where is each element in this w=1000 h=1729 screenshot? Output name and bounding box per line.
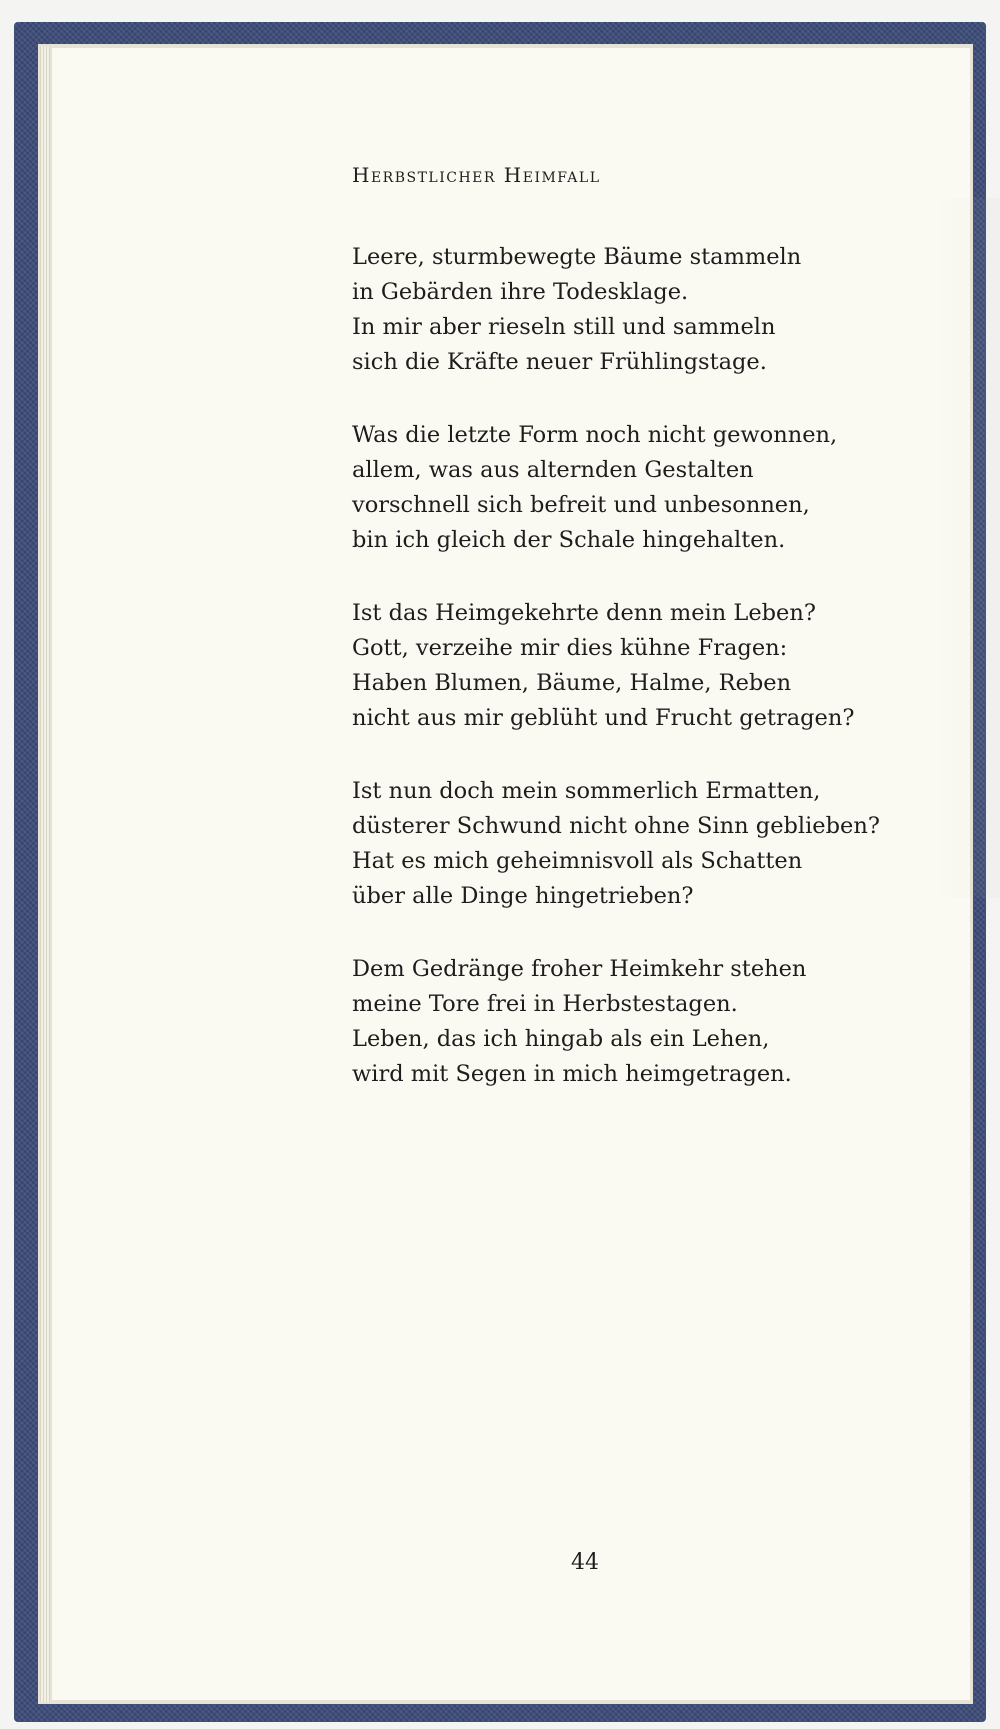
poem-line: Leere, sturmbewegte Bäume stammeln [352, 244, 802, 270]
poem-line: Dem Gedränge froher Heimkehr stehen [352, 956, 807, 982]
poem-line: Was die letzte Form noch nicht gewonnen, [352, 422, 838, 448]
page-edge-lines [40, 46, 50, 1702]
stanza [352, 240, 912, 380]
poem-line: allem, was aus alternden Gestalten [352, 457, 754, 483]
poem-line: Ist nun doch mein sommerlich Ermatten, [352, 778, 821, 804]
poem-line: über alle Dinge hingetrieben? [352, 883, 694, 909]
stanza [352, 596, 912, 736]
poem-line: Ist das Heimgekehrte denn mein Leben? [352, 600, 816, 626]
poem-body [352, 240, 912, 1130]
poem-line: düsterer Schwund nicht ohne Sinn geblieben? [352, 813, 880, 839]
page-number: 44 [571, 1550, 599, 1575]
poem-line: In mir aber rieseln still und sammeln [352, 314, 776, 340]
poem-title: Herbstlicher Heimfall [352, 163, 601, 187]
poem-line: Gott, verzeihe mir dies kühne Fragen: [352, 635, 788, 661]
poem-line: Hat es mich geheimnisvoll als Schatten [352, 848, 803, 874]
poem-line: Leben, das ich hingab als ein Lehen, [352, 1026, 770, 1052]
poem-line: bin ich gleich der Schale hingehalten. [352, 527, 786, 553]
stanza [352, 418, 912, 558]
poem-line: in Gebärden ihre Todesklage. [352, 279, 689, 305]
stanza [352, 952, 912, 1092]
poem-line: sich die Kräfte neuer Frühlingstage. [352, 349, 767, 375]
poem-line: wird mit Segen in mich heimgetragen. [352, 1061, 792, 1087]
poem-line: Haben Blumen, Bäume, Halme, Reben [352, 670, 792, 696]
poem-line: meine Tore frei in Herbstestagen. [352, 991, 738, 1017]
poem-line: vorschnell sich befreit und unbesonnen, [352, 492, 810, 518]
show-through-shadow [932, 198, 1000, 898]
stanza [352, 774, 912, 914]
poem-line: nicht aus mir geblüht und Frucht getragen? [352, 705, 855, 731]
